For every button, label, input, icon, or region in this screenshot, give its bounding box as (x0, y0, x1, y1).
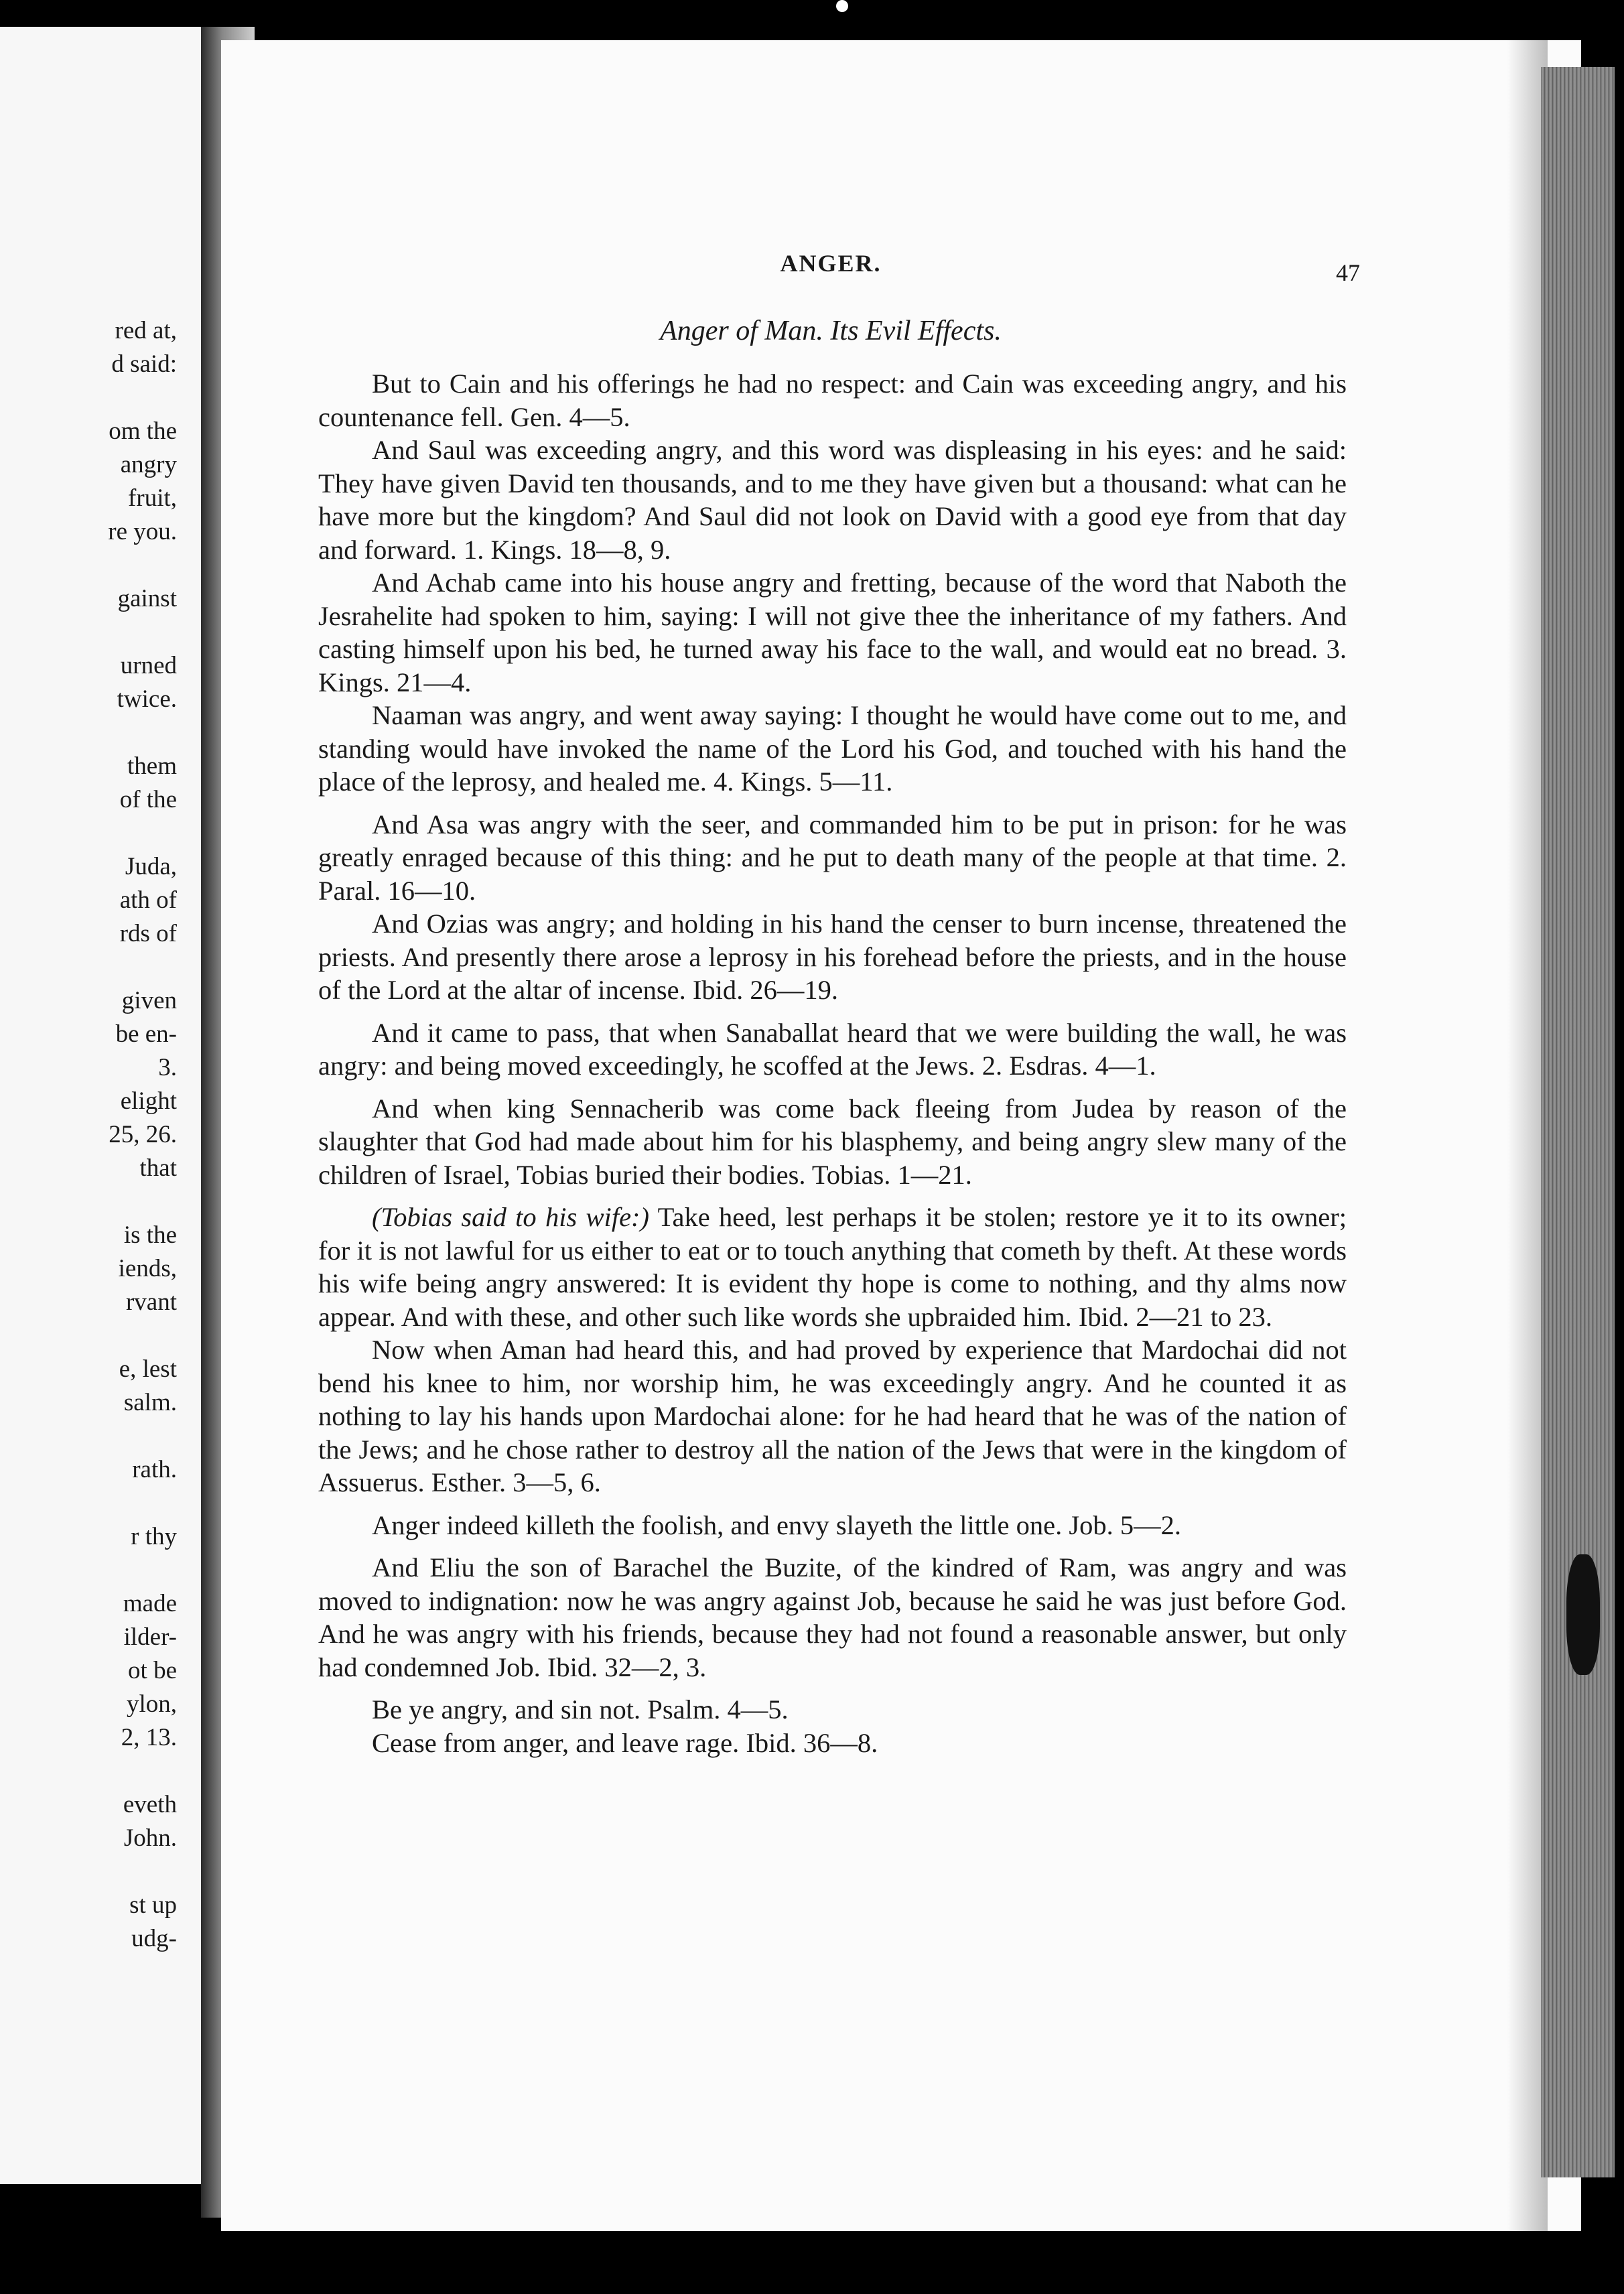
facing-page-fragment: Juda, (125, 853, 177, 880)
page-number: 47 (1336, 259, 1360, 286)
facing-page-fragment: iends, (118, 1255, 177, 1282)
paragraph: And Eliu the son of Barachel the Buzite, of the kindred of Ram, was angry and was moved to indignation: now he was angry against Job, because he said he was just before God. And he was angry with his friends, because they had not found a reasonable answer, but only had condemned Job. Ibid. 32—2, 3. (318, 1552, 1347, 1682)
facing-page-fragment: e, lest (119, 1355, 177, 1383)
paragraph: And Achab came into his house angry and fretting, because of the word that Naboth the Jesrahelite had spoken to him, saying: I will not give thee the inheritance of my fathers. And casting himself upon his bed, he turned away his face to the wall, and would eat no bread. 3. Kings. 21—4. (318, 567, 1347, 697)
paragraph: But to Cain and his offerings he had no respect: and Cain was exceeding angry, and his countenance fell. Gen. 4—5. (318, 368, 1347, 432)
paragraph: Cease from anger, and leave rage. Ibid. 36—8. (372, 1727, 878, 1758)
paragraph: Be ye angry, and sin not. Psalm. 4—5. (372, 1694, 789, 1725)
facing-page-fragment: elight (120, 1087, 177, 1115)
facing-page-fragment: of the (119, 786, 177, 813)
facing-page-fragment: rath. (132, 1456, 177, 1483)
facing-page-fragment: eveth (123, 1791, 177, 1818)
facing-page (0, 27, 201, 2184)
facing-page-fragment: made (123, 1590, 177, 1617)
facing-page-fragment: rds of (119, 920, 177, 947)
paragraph: Naaman was angry, and went away saying: I thought he would have come out to me, and standing would have invoked the name of the Lord his God, and touched with his hand the place of the leprosy, and healed me. 4. Kings. 5—11. (318, 700, 1347, 797)
paragraph: Now when Aman had heard this, and had proved by experience that Mardochai did not bend his knee to him, nor worship him, he was exceedingly angry. And he counted it as nothing to lay his hands upon Mardochai alone: for he had heard that he was of the nation of the Jews; and he chose rather to destroy all the nation of the Jews that were in the kingdom of Assuerus. Esther. 3—5, 6. (318, 1335, 1347, 1497)
facing-page-fragment: fruit, (128, 484, 177, 512)
facing-page-fragment: ylon, (126, 1690, 177, 1718)
paragraph: And when king Sennacherib was come back fleeing from Judea by reason of the slaughter that God had made about him for his blasphemy, and being angry slew many of the children of Israel, Tobias buried their bodies. Tobias. 1—21. (318, 1093, 1347, 1190)
facing-page-fragment: angry (120, 451, 177, 478)
running-head: ANGER. (780, 250, 882, 277)
facing-page-fragment: rvant (125, 1288, 177, 1316)
facing-page-fragment: st up (129, 1891, 177, 1919)
facing-page-fragment: them (127, 752, 177, 780)
section-title: Anger of Man. Its Evil Effects. (660, 316, 1002, 346)
paragraph: Anger indeed killeth the foolish, and envy slayeth the little one. Job. 5—2. (372, 1509, 1181, 1540)
facing-page-fragment: urned (120, 652, 177, 679)
facing-page-fragment: be en- (115, 1020, 177, 1048)
scan-mark (836, 0, 848, 12)
speaker-note: (Tobias said to his wife:) (372, 1202, 650, 1232)
ink-blot (1566, 1554, 1600, 1675)
facing-page-fragment: John. (123, 1824, 177, 1852)
paragraph: And Saul was exceeding angry, and this word was displeasing in his eyes: and he said: They have given David ten thousands, and to me they have given but a thousand: what can he have more but the kingdom? And Saul did not look on David with a good eye from that day and forward. 1. Kings. 18—8, 9. (318, 435, 1347, 565)
facing-page-fragment: ath of (119, 886, 177, 914)
facing-page-fragment: ot be (128, 1657, 177, 1684)
page-header (308, 249, 1360, 289)
facing-page-fragment: given (121, 987, 177, 1014)
paragraph: And Asa was angry with the seer, and commanded him to be put in prison: for he was greatly enraged because of this thing: and he put to death many of the people at that time. 2. Paral. 16—10. (318, 809, 1347, 906)
facing-page-fragment: gainst (117, 585, 177, 612)
facing-page-fragment: om the (109, 417, 177, 445)
facing-page-fragment: red at, (115, 317, 177, 344)
facing-page-fragment: r thy (131, 1523, 177, 1550)
facing-page-fragment: 3. (158, 1054, 177, 1081)
facing-page-fragment: d said: (111, 350, 177, 378)
facing-page-fragment: 2, 13. (121, 1724, 177, 1751)
paragraph: And it came to pass, that when Sanaballat heard that we were building the wall, he was angry: and being moved exceedingly, he scoffed at the Jews. 2. Esdras. 4—1. (318, 1017, 1347, 1081)
paragraph-text: Take heed, lest perhaps it be stolen; restore ye it to its owner; for it is not lawful for us either to eat or to touch anything that cometh by theft. At these words his wife being angry answered: It is evident thy hope is come to nothing, and thy alms now appear. And with these, and other such like words she upbraided him. Ibid. 2—21 to 23. (318, 1202, 1347, 1332)
facing-page-fragment: ilder- (123, 1623, 177, 1651)
facing-page-fragment: 25, 26. (109, 1121, 177, 1148)
paragraph-tobias (318, 1201, 1347, 1333)
facing-page-fragment: re you. (108, 518, 177, 545)
body-text (318, 367, 1347, 1759)
facing-page-fragment: twice. (117, 685, 177, 713)
paragraph: And Ozias was angry; and holding in his hand the censer to burn incense, threatened the priests. And presently there arose a leprosy in his forehead before the priests, and in the house of the Lord at the altar of incense. Ibid. 26—19. (318, 908, 1347, 1005)
facing-page-fragment: that (139, 1154, 177, 1182)
page-edges (1541, 67, 1615, 2177)
facing-page-fragment: salm. (123, 1389, 177, 1416)
facing-page-fragment: is the (123, 1221, 177, 1249)
facing-page-fragment: udg- (131, 1925, 177, 1952)
